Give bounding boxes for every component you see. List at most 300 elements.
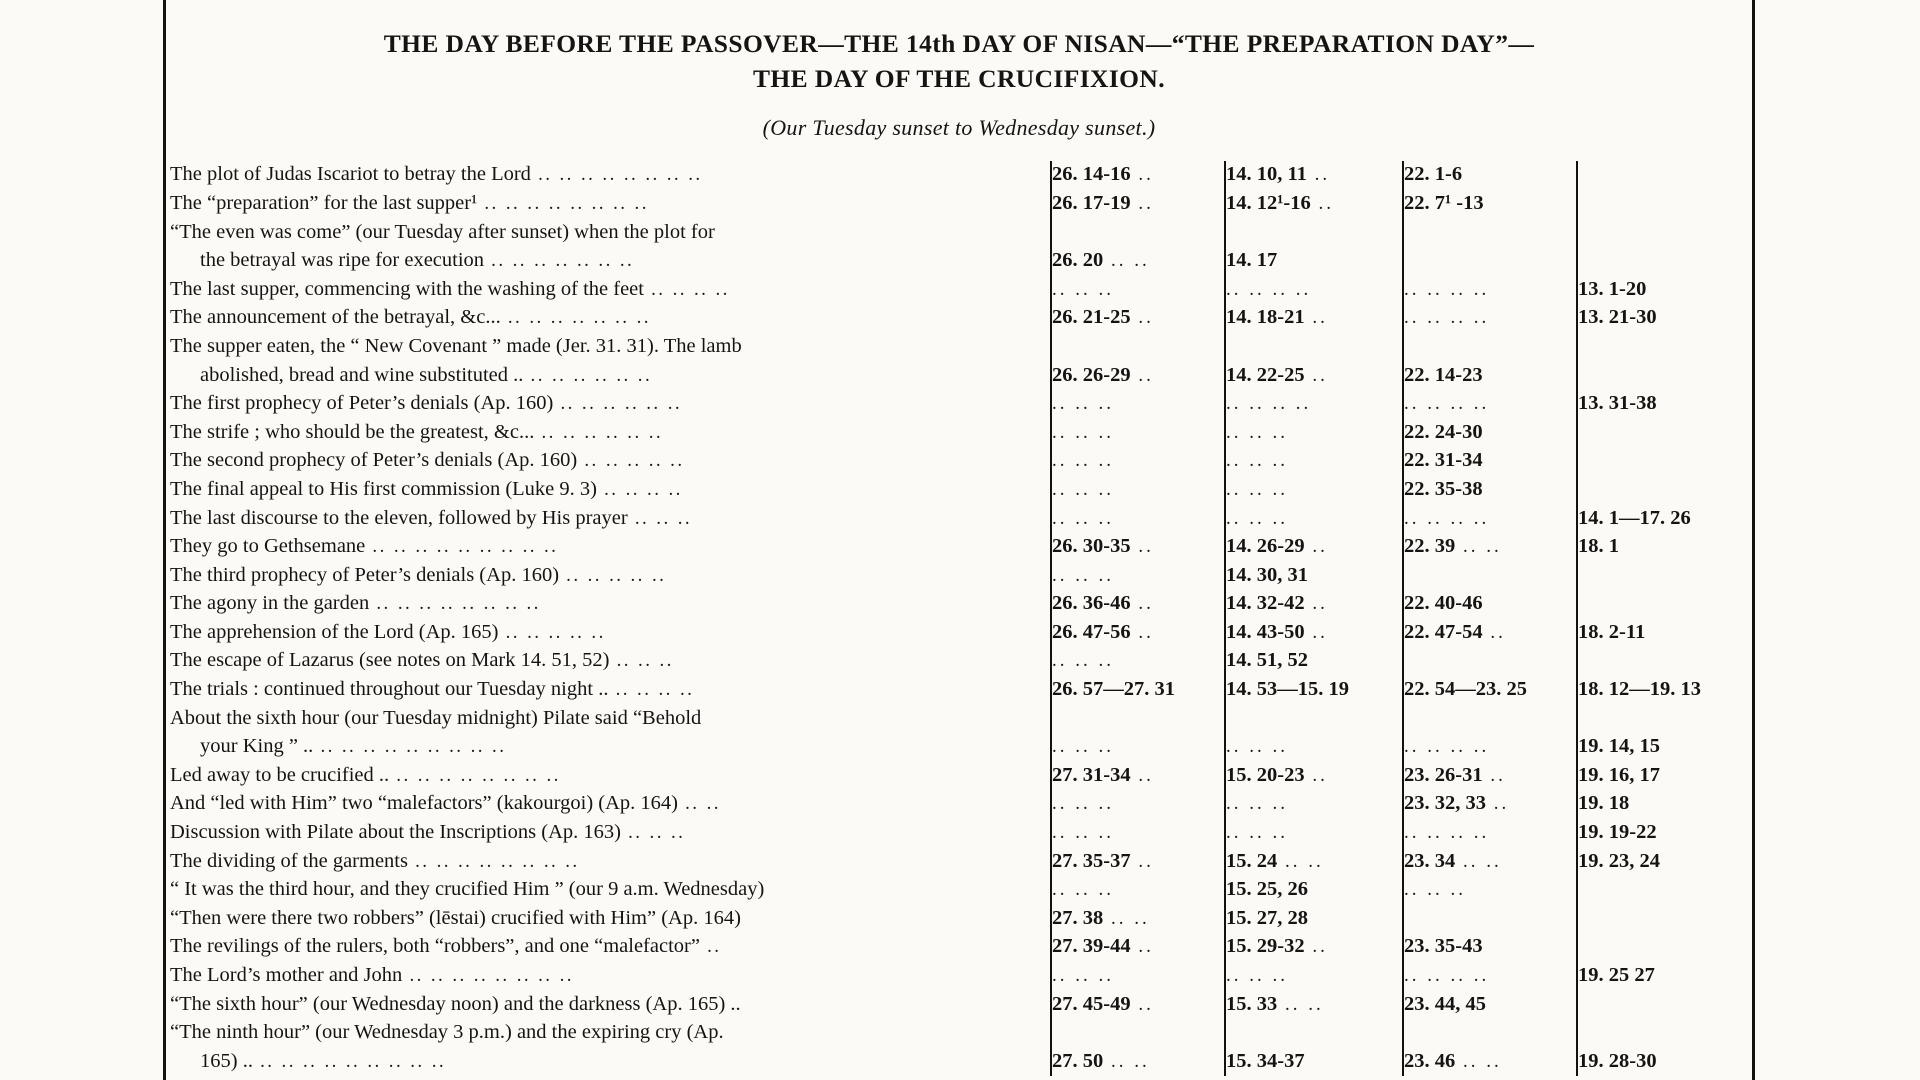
row-description — [170, 562, 1051, 591]
table-row — [170, 676, 1750, 705]
reference-text: 26. 30-35 — [1052, 535, 1131, 558]
luke-reference — [1403, 190, 1577, 219]
table-row — [170, 905, 1750, 934]
leader-dots: .. .. .. .. — [608, 679, 695, 701]
description-text: They go to Gethsemane — [170, 535, 366, 558]
luke-reference — [1403, 419, 1577, 448]
mark-reference — [1225, 219, 1403, 248]
luke-reference — [1403, 304, 1577, 333]
matthew-reference — [1051, 333, 1225, 362]
matthew-reference — [1051, 219, 1225, 248]
mark-reference — [1225, 647, 1403, 676]
reference-text: 14. 22-25 — [1226, 363, 1305, 386]
john-reference — [1577, 447, 1750, 476]
trailing-dots: .. — [1130, 850, 1154, 872]
trailing-dots: .. — [1130, 936, 1154, 958]
table-row — [170, 819, 1750, 848]
row-description — [170, 219, 1051, 248]
leader-dots: .. .. .. — [627, 507, 693, 529]
mark-reference — [1225, 333, 1403, 362]
table-row — [170, 219, 1750, 248]
leader-dots: .. .. .. .. .. — [498, 621, 606, 643]
john-reference — [1577, 676, 1750, 705]
trailing-dots: .. — [1304, 764, 1328, 786]
table-row — [170, 562, 1750, 591]
luke-reference — [1403, 333, 1577, 362]
row-description — [170, 705, 1051, 734]
reference-text: 14. 17 — [1226, 249, 1278, 272]
matthew-reference — [1051, 190, 1225, 219]
trailing-dots: .. — [1482, 764, 1506, 786]
matthew-reference — [1051, 1048, 1225, 1077]
row-description — [170, 276, 1051, 305]
leader-dots: .. .. .. .. .. .. .. .. .. — [365, 536, 559, 558]
no-reference-dots: .. .. .. — [1226, 478, 1288, 500]
john-reference — [1577, 190, 1750, 219]
row-description — [170, 962, 1051, 991]
trailing-dots: .. — [1130, 993, 1154, 1015]
leader-dots: .. — [699, 936, 722, 958]
reference-text: 19. 23, 24 — [1578, 849, 1660, 872]
table-row — [170, 533, 1750, 562]
john-reference — [1577, 161, 1750, 190]
row-description — [170, 619, 1051, 648]
reference-text: 26. 14-16 — [1052, 163, 1131, 186]
description-text: The agony in the garden — [170, 592, 370, 615]
leader-dots: .. .. .. .. .. .. .. — [500, 307, 651, 329]
reference-text: 22. 39 — [1404, 535, 1456, 558]
reference-text: 13. 21-30 — [1578, 306, 1657, 329]
leader-dots: .. .. .. .. — [597, 478, 683, 500]
matthew-reference — [1051, 533, 1225, 562]
mark-reference — [1225, 476, 1403, 505]
reference-text: 18. 2-11 — [1578, 620, 1646, 643]
reference-text: 22. 24-30 — [1404, 420, 1483, 443]
reference-text: 27. 50 — [1052, 1049, 1104, 1072]
reference-text: 15. 29-32 — [1226, 935, 1305, 958]
row-description — [170, 1019, 1051, 1048]
reference-text: 13. 31-38 — [1578, 392, 1657, 415]
john-reference — [1577, 705, 1750, 734]
mark-reference — [1225, 676, 1403, 705]
leader-dots: .. .. .. .. .. .. — [553, 393, 683, 415]
no-reference-dots: .. .. .. — [1052, 393, 1114, 415]
row-description — [170, 333, 1051, 362]
description-text: The third prophecy of Peter’s denials (Ap. 160) — [170, 563, 560, 586]
john-reference — [1577, 848, 1750, 877]
trailing-dots: .. .. — [1455, 1050, 1502, 1072]
matthew-reference — [1051, 390, 1225, 419]
description-text: The trials : continued throughout our Tuesday night .. — [170, 678, 609, 701]
reference-text: 22. 40-46 — [1404, 592, 1483, 615]
no-reference-dots: .. .. .. — [1404, 879, 1466, 901]
leader-dots: .. .. .. .. .. .. .. .. — [369, 593, 541, 615]
leader-dots: .. .. .. .. .. .. .. .. .. — [252, 1050, 447, 1072]
mark-reference — [1225, 848, 1403, 877]
trailing-dots: .. — [1130, 307, 1154, 329]
luke-reference — [1403, 619, 1577, 648]
table-row — [170, 962, 1750, 991]
page-subtitle: (Our Tuesday sunset to Wednesday sunset.) — [762, 115, 1156, 141]
reference-text: 19. 16, 17 — [1578, 763, 1660, 786]
trailing-dots: .. .. — [1455, 850, 1502, 872]
matthew-reference — [1051, 590, 1225, 619]
description-text: The strife ; who should be the greatest, &c... — [170, 420, 535, 443]
trailing-dots: .. .. — [1103, 907, 1150, 929]
luke-reference — [1403, 991, 1577, 1020]
mark-reference — [1225, 619, 1403, 648]
john-reference — [1577, 733, 1750, 762]
luke-reference — [1403, 790, 1577, 819]
row-description — [170, 304, 1051, 333]
description-text: Led away to be crucified .. — [170, 763, 390, 786]
matthew-reference — [1051, 1019, 1225, 1048]
leader-dots: .. .. .. — [620, 822, 686, 844]
row-description — [170, 476, 1051, 505]
john-reference — [1577, 762, 1750, 791]
luke-reference — [1403, 647, 1577, 676]
matthew-reference — [1051, 447, 1225, 476]
table-row — [170, 333, 1750, 362]
luke-reference — [1403, 1019, 1577, 1048]
leader-dots: .. .. .. — [609, 650, 674, 672]
john-reference — [1577, 1019, 1750, 1048]
description-text: The last discourse to the eleven, followed by His prayer — [170, 506, 628, 529]
reference-text: 23. 46 — [1404, 1049, 1456, 1072]
reference-text: 22. 1-6 — [1404, 163, 1463, 186]
reference-text: 14. 53—15. 19 — [1226, 678, 1349, 701]
john-reference — [1577, 933, 1750, 962]
page-title-line-2: THE DAY OF THE CRUCIFIXION. — [752, 64, 1165, 94]
reference-text: 27. 35-37 — [1052, 849, 1131, 872]
matthew-reference — [1051, 676, 1225, 705]
reference-text: 13. 1-20 — [1578, 277, 1647, 300]
page-content — [170, 0, 1748, 1076]
description-text: About the sixth hour (our Tuesday midnight) Pilate said “Behold — [170, 706, 702, 729]
table-row — [170, 762, 1750, 791]
leader-dots: .. .. — [678, 793, 721, 815]
trailing-dots: .. — [1130, 164, 1154, 186]
reference-text: 22. 14-23 — [1404, 363, 1483, 386]
row-description — [170, 733, 1051, 762]
matthew-reference — [1051, 276, 1225, 305]
john-reference — [1577, 390, 1750, 419]
mark-reference — [1225, 562, 1403, 591]
reference-text: 26. 36-46 — [1052, 592, 1131, 615]
table-row — [170, 304, 1750, 333]
trailing-dots: .. — [1130, 192, 1154, 214]
luke-reference — [1403, 733, 1577, 762]
matthew-reference — [1051, 848, 1225, 877]
reference-text: 26. 47-56 — [1052, 620, 1131, 643]
table-row — [170, 991, 1750, 1020]
reference-text: 19. 19-22 — [1578, 821, 1657, 844]
mark-reference — [1225, 876, 1403, 905]
description-text: the betrayal was ripe for execution — [200, 249, 485, 272]
reference-text: 26. 17-19 — [1052, 191, 1131, 214]
reference-text: 22. 54—23. 25 — [1404, 678, 1527, 701]
row-description — [170, 876, 1051, 905]
no-reference-dots: .. .. .. — [1052, 421, 1114, 443]
table-row — [170, 590, 1750, 619]
reference-text: 14. 43-50 — [1226, 620, 1305, 643]
table-body — [170, 161, 1750, 1076]
description-text: “The sixth hour” (our Wednesday noon) and the darkness (Ap. 165) .. — [170, 992, 741, 1015]
matthew-reference — [1051, 619, 1225, 648]
no-reference-dots: .. .. .. — [1226, 450, 1288, 472]
mark-reference — [1225, 505, 1403, 534]
mark-reference — [1225, 390, 1403, 419]
trailing-dots: .. — [1304, 593, 1328, 615]
description-text: 165) .. — [200, 1049, 253, 1072]
trailing-dots: .. — [1310, 192, 1334, 214]
reference-text: 14. 32-42 — [1226, 592, 1305, 615]
john-reference — [1577, 876, 1750, 905]
reference-text: 23. 35-43 — [1404, 935, 1483, 958]
no-reference-dots: .. .. .. — [1052, 478, 1114, 500]
reference-text: 15. 34-37 — [1226, 1049, 1305, 1072]
matthew-reference — [1051, 419, 1225, 448]
no-reference-dots: .. .. .. .. — [1404, 307, 1490, 329]
leader-dots: .. .. .. .. .. .. .. .. — [407, 850, 580, 872]
row-description — [170, 362, 1051, 391]
table-row — [170, 447, 1750, 476]
matthew-reference — [1051, 161, 1225, 190]
mark-reference — [1225, 190, 1403, 219]
description-text: The “preparation” for the last supper¹ — [170, 191, 478, 214]
leader-dots: .. .. .. .. .. — [559, 564, 667, 586]
row-description — [170, 533, 1051, 562]
reference-text: 15. 27, 28 — [1226, 906, 1308, 929]
reference-text: 22. 47-54 — [1404, 620, 1483, 643]
matthew-reference — [1051, 562, 1225, 591]
luke-reference — [1403, 447, 1577, 476]
trailing-dots: .. — [1130, 593, 1154, 615]
matthew-reference — [1051, 876, 1225, 905]
trailing-dots: .. — [1486, 793, 1510, 815]
reference-text: 27. 31-34 — [1052, 763, 1131, 786]
no-reference-dots: .. .. .. — [1226, 793, 1288, 815]
reference-text: 19. 14, 15 — [1578, 735, 1660, 758]
luke-reference — [1403, 390, 1577, 419]
reference-text: 14. 26-29 — [1226, 535, 1305, 558]
trailing-dots: .. — [1130, 536, 1154, 558]
luke-reference — [1403, 562, 1577, 591]
mark-reference — [1225, 304, 1403, 333]
mark-reference — [1225, 533, 1403, 562]
table-row — [170, 933, 1750, 962]
john-reference — [1577, 304, 1750, 333]
matthew-reference — [1051, 790, 1225, 819]
reference-text: 14. 18-21 — [1226, 306, 1305, 329]
reference-text: 19. 18 — [1578, 792, 1630, 815]
no-reference-dots: .. .. .. — [1052, 793, 1114, 815]
description-text: The dividing of the garments — [170, 849, 408, 872]
reference-text: 27. 39-44 — [1052, 935, 1131, 958]
row-description — [170, 762, 1051, 791]
row-description — [170, 991, 1051, 1020]
matthew-reference — [1051, 647, 1225, 676]
no-reference-dots: .. .. .. — [1052, 278, 1114, 300]
luke-reference — [1403, 362, 1577, 391]
description-text: abolished, bread and wine substituted .. — [200, 363, 524, 386]
john-reference — [1577, 219, 1750, 248]
matthew-reference — [1051, 247, 1225, 276]
row-description — [170, 447, 1051, 476]
leader-dots: .. .. .. .. .. .. .. .. — [530, 164, 703, 186]
reference-text: 26. 57—27. 31 — [1052, 678, 1175, 701]
luke-reference — [1403, 476, 1577, 505]
no-reference-dots: .. .. .. .. — [1404, 278, 1490, 300]
mark-reference — [1225, 362, 1403, 391]
mark-reference — [1225, 991, 1403, 1020]
no-reference-dots: .. .. .. — [1052, 507, 1114, 529]
luke-reference — [1403, 676, 1577, 705]
reference-text: 26. 20 — [1052, 249, 1104, 272]
table-row — [170, 419, 1750, 448]
matthew-reference — [1051, 905, 1225, 934]
john-reference — [1577, 562, 1750, 591]
matthew-reference — [1051, 762, 1225, 791]
luke-reference — [1403, 219, 1577, 248]
luke-reference — [1403, 848, 1577, 877]
table-row — [170, 476, 1750, 505]
john-reference — [1577, 505, 1750, 534]
table-row — [170, 647, 1750, 676]
no-reference-dots: .. .. .. .. — [1404, 736, 1490, 758]
reference-text: 22. 31-34 — [1404, 449, 1483, 472]
john-reference — [1577, 905, 1750, 934]
reference-text: 26. 21-25 — [1052, 306, 1131, 329]
matthew-reference — [1051, 362, 1225, 391]
mark-reference — [1225, 1048, 1403, 1077]
matthew-reference — [1051, 304, 1225, 333]
row-description — [170, 161, 1051, 190]
reference-text: 23. 34 — [1404, 849, 1456, 872]
no-reference-dots: .. .. .. — [1052, 650, 1114, 672]
john-reference — [1577, 619, 1750, 648]
trailing-dots: .. — [1130, 364, 1154, 386]
mark-reference — [1225, 933, 1403, 962]
reference-text: 15. 20-23 — [1226, 763, 1305, 786]
page-title — [210, 26, 1708, 96]
leader-dots: .. .. .. .. .. .. .. .. — [389, 764, 561, 786]
trailing-dots: .. — [1130, 764, 1154, 786]
matthew-reference — [1051, 991, 1225, 1020]
description-text: The announcement of the betrayal, &c... — [170, 306, 501, 329]
table-row — [170, 362, 1750, 391]
leader-dots: .. .. .. .. .. .. .. .. — [477, 192, 649, 214]
matthew-reference — [1051, 819, 1225, 848]
mark-reference — [1225, 762, 1403, 791]
reference-text: 22. 35-38 — [1404, 477, 1483, 500]
trailing-dots: .. .. — [1277, 850, 1324, 872]
no-reference-dots: .. .. .. — [1226, 965, 1288, 986]
no-reference-dots: .. .. .. — [1226, 507, 1288, 529]
mark-reference — [1225, 247, 1403, 276]
reference-text: 15. 24 — [1226, 849, 1278, 872]
leader-dots: .. .. .. .. — [643, 278, 730, 300]
mark-reference — [1225, 590, 1403, 619]
john-reference — [1577, 962, 1750, 991]
no-reference-dots: .. .. .. — [1052, 879, 1114, 901]
leader-dots: .. .. .. .. .. .. .. .. .. — [313, 736, 507, 758]
trailing-dots: .. — [1304, 364, 1328, 386]
table-row — [170, 1019, 1750, 1048]
description-text: “Then were there two robbers” (lēstai) crucified with Him” (Ap. 164) — [170, 906, 741, 929]
trailing-dots: .. — [1306, 164, 1331, 186]
table-row — [170, 190, 1750, 219]
no-reference-dots: .. .. .. — [1226, 822, 1288, 844]
john-reference — [1577, 790, 1750, 819]
description-text: The supper eaten, the “ New Covenant ” made (Jer. 31. 31). The lamb — [170, 334, 742, 357]
reference-text: 22. 7¹ -13 — [1404, 191, 1484, 214]
mark-reference — [1225, 962, 1403, 991]
trailing-dots: .. — [1130, 621, 1154, 643]
description-text: The revilings of the rulers, both “robbers”, and one “malefactor” — [170, 935, 700, 958]
luke-reference — [1403, 276, 1577, 305]
no-reference-dots: .. .. .. — [1226, 421, 1288, 443]
no-reference-dots: .. .. .. .. — [1404, 822, 1490, 844]
description-text: The apprehension of the Lord (Ap. 165) — [170, 620, 499, 643]
reference-text: 27. 38 — [1052, 906, 1104, 929]
table-row — [170, 247, 1750, 276]
reference-text: 14. 30, 31 — [1226, 563, 1308, 586]
description-text: The last supper, commencing with the washing of the feet — [170, 277, 644, 300]
page-title-line-1: THE DAY BEFORE THE PASSOVER—THE 14th DAY OF NISAN—“THE PREPARATION DAY”— — [383, 29, 1535, 58]
john-reference — [1577, 362, 1750, 391]
luke-reference — [1403, 590, 1577, 619]
row-description — [170, 1048, 1051, 1077]
john-reference — [1577, 1048, 1750, 1077]
trailing-dots: .. .. — [1277, 993, 1324, 1015]
mark-reference — [1225, 161, 1403, 190]
row-description — [170, 676, 1051, 705]
matthew-reference — [1051, 933, 1225, 962]
trailing-dots: .. .. — [1455, 536, 1502, 558]
matthew-reference — [1051, 733, 1225, 762]
row-description — [170, 905, 1051, 934]
description-text: The final appeal to His first commission (Luke 9. 3) — [170, 477, 597, 500]
row-description — [170, 419, 1051, 448]
description-text: The first prophecy of Peter’s denials (Ap. 160) — [170, 392, 554, 415]
reference-text: 15. 33 — [1226, 992, 1278, 1015]
table-row — [170, 390, 1750, 419]
matthew-reference — [1051, 705, 1225, 734]
luke-reference — [1403, 1048, 1577, 1077]
description-text: The escape of Lazarus (see notes on Mark 14. 51, 52) — [170, 649, 610, 672]
row-description — [170, 848, 1051, 877]
description-text: “The ninth hour” (our Wednesday 3 p.m.) and the expiring cry (Ap. — [170, 1021, 724, 1044]
luke-reference — [1403, 762, 1577, 791]
leader-dots: .. .. .. .. .. .. — [534, 421, 664, 443]
mark-reference — [1225, 790, 1403, 819]
reference-text: 18. 12—19. 13 — [1578, 678, 1701, 701]
description-text: The second prophecy of Peter’s denials (Ap. 160) — [170, 449, 578, 472]
row-description — [170, 933, 1051, 962]
no-reference-dots: .. .. .. .. — [1226, 393, 1312, 415]
mark-reference — [1225, 905, 1403, 934]
table-row — [170, 790, 1750, 819]
reference-text: 26. 26-29 — [1052, 363, 1131, 386]
row-description — [170, 590, 1051, 619]
no-reference-dots: .. .. .. — [1052, 736, 1114, 758]
table-row — [170, 705, 1750, 734]
description-text: your King ” .. — [200, 735, 314, 758]
row-description — [170, 247, 1051, 276]
luke-reference — [1403, 505, 1577, 534]
row-description — [170, 647, 1051, 676]
